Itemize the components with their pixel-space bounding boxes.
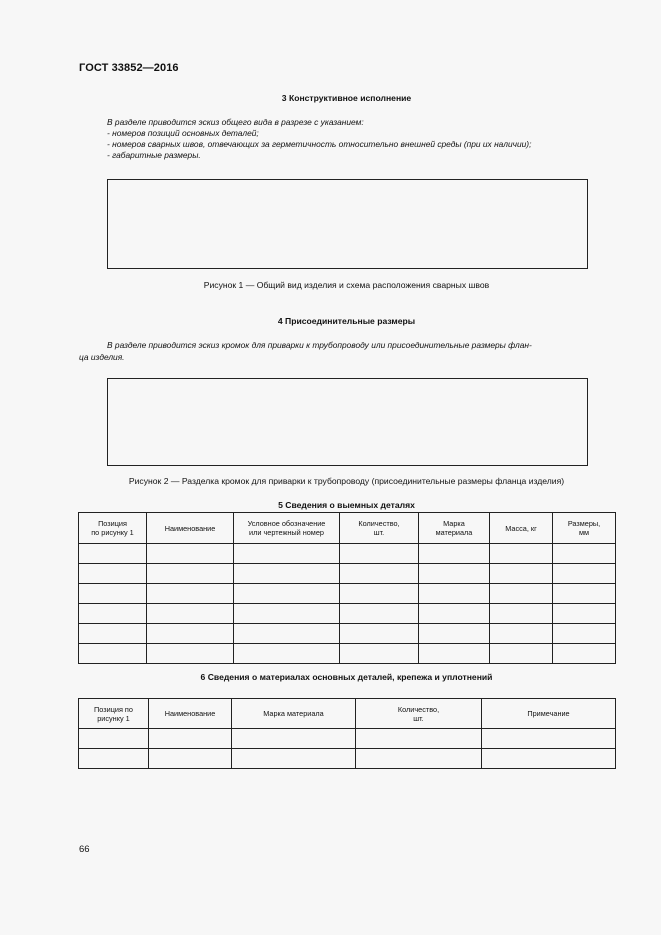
column-header-name: Наименование — [149, 699, 232, 729]
section-3-intro-line-1: В разделе приводится эскиз общего вида в разрезе с указанием: — [107, 117, 364, 127]
section-3-title: 3 Конструктивное исполнение — [281, 93, 412, 103]
section-3-intro-line-4: - габаритные размеры. — [107, 150, 201, 160]
table-row — [79, 729, 616, 749]
table-header-row — [79, 699, 616, 729]
page-number: 66 — [79, 844, 90, 855]
section-4-intro-line-1: В разделе приводится эскиз кромок для приварки к трубопроводу или присоединительные размеры флан- — [107, 340, 532, 350]
table-row — [79, 749, 616, 769]
section-4-title: 4 Присоединительные размеры — [277, 316, 416, 326]
section-6-title: 6 Сведения о материалах основных деталей, крепежа и уплотнений — [200, 672, 493, 682]
removable-parts-table — [78, 512, 616, 664]
section-3-intro-line-2: - номеров позиций основных деталей; — [107, 128, 259, 138]
figure-1-placeholder — [107, 179, 588, 269]
column-header-material: Марка материала — [232, 699, 356, 729]
figure-1-caption: Рисунок 1 — Общий вид изделия и схема расположения сварных швов — [203, 280, 490, 290]
table-row — [79, 544, 616, 564]
column-header-dimensions: Размеры, мм — [553, 513, 616, 544]
column-header-quantity: Количество, шт. — [340, 513, 419, 544]
document-code-header: ГОСТ 33852—2016 — [79, 62, 179, 74]
column-header-quantity: Количество, шт. — [356, 699, 482, 729]
column-header-position: Позиция по рисунку 1 — [79, 699, 149, 729]
table-row — [79, 624, 616, 644]
table-row — [79, 584, 616, 604]
column-header-material: Марка материала — [419, 513, 490, 544]
table-row — [79, 644, 616, 664]
figure-2-caption: Рисунок 2 — Разделка кромок для приварки к трубопроводу (присоединительные размеры фланца изделия) — [128, 476, 565, 486]
column-header-position: Позиция по рисунку 1 — [79, 513, 147, 544]
column-header-mass: Масса, кг — [490, 513, 553, 544]
table-header-row — [79, 513, 616, 544]
column-header-name: Наименование — [147, 513, 234, 544]
section-5-title: 5 Сведения о выемных деталях — [278, 500, 415, 510]
figure-2-placeholder — [107, 378, 588, 466]
section-4-intro-line-2: ца изделия. — [79, 352, 125, 362]
section-3-intro-line-3: - номеров сварных швов, отвечающих за герметичность относительно внешней среды (при их наличии); — [107, 139, 532, 149]
materials-table — [78, 698, 616, 769]
table-row — [79, 564, 616, 584]
column-header-designation: Условное обозначение или чертежный номер — [234, 513, 340, 544]
column-header-note: Примечание — [482, 699, 616, 729]
table-row — [79, 604, 616, 624]
